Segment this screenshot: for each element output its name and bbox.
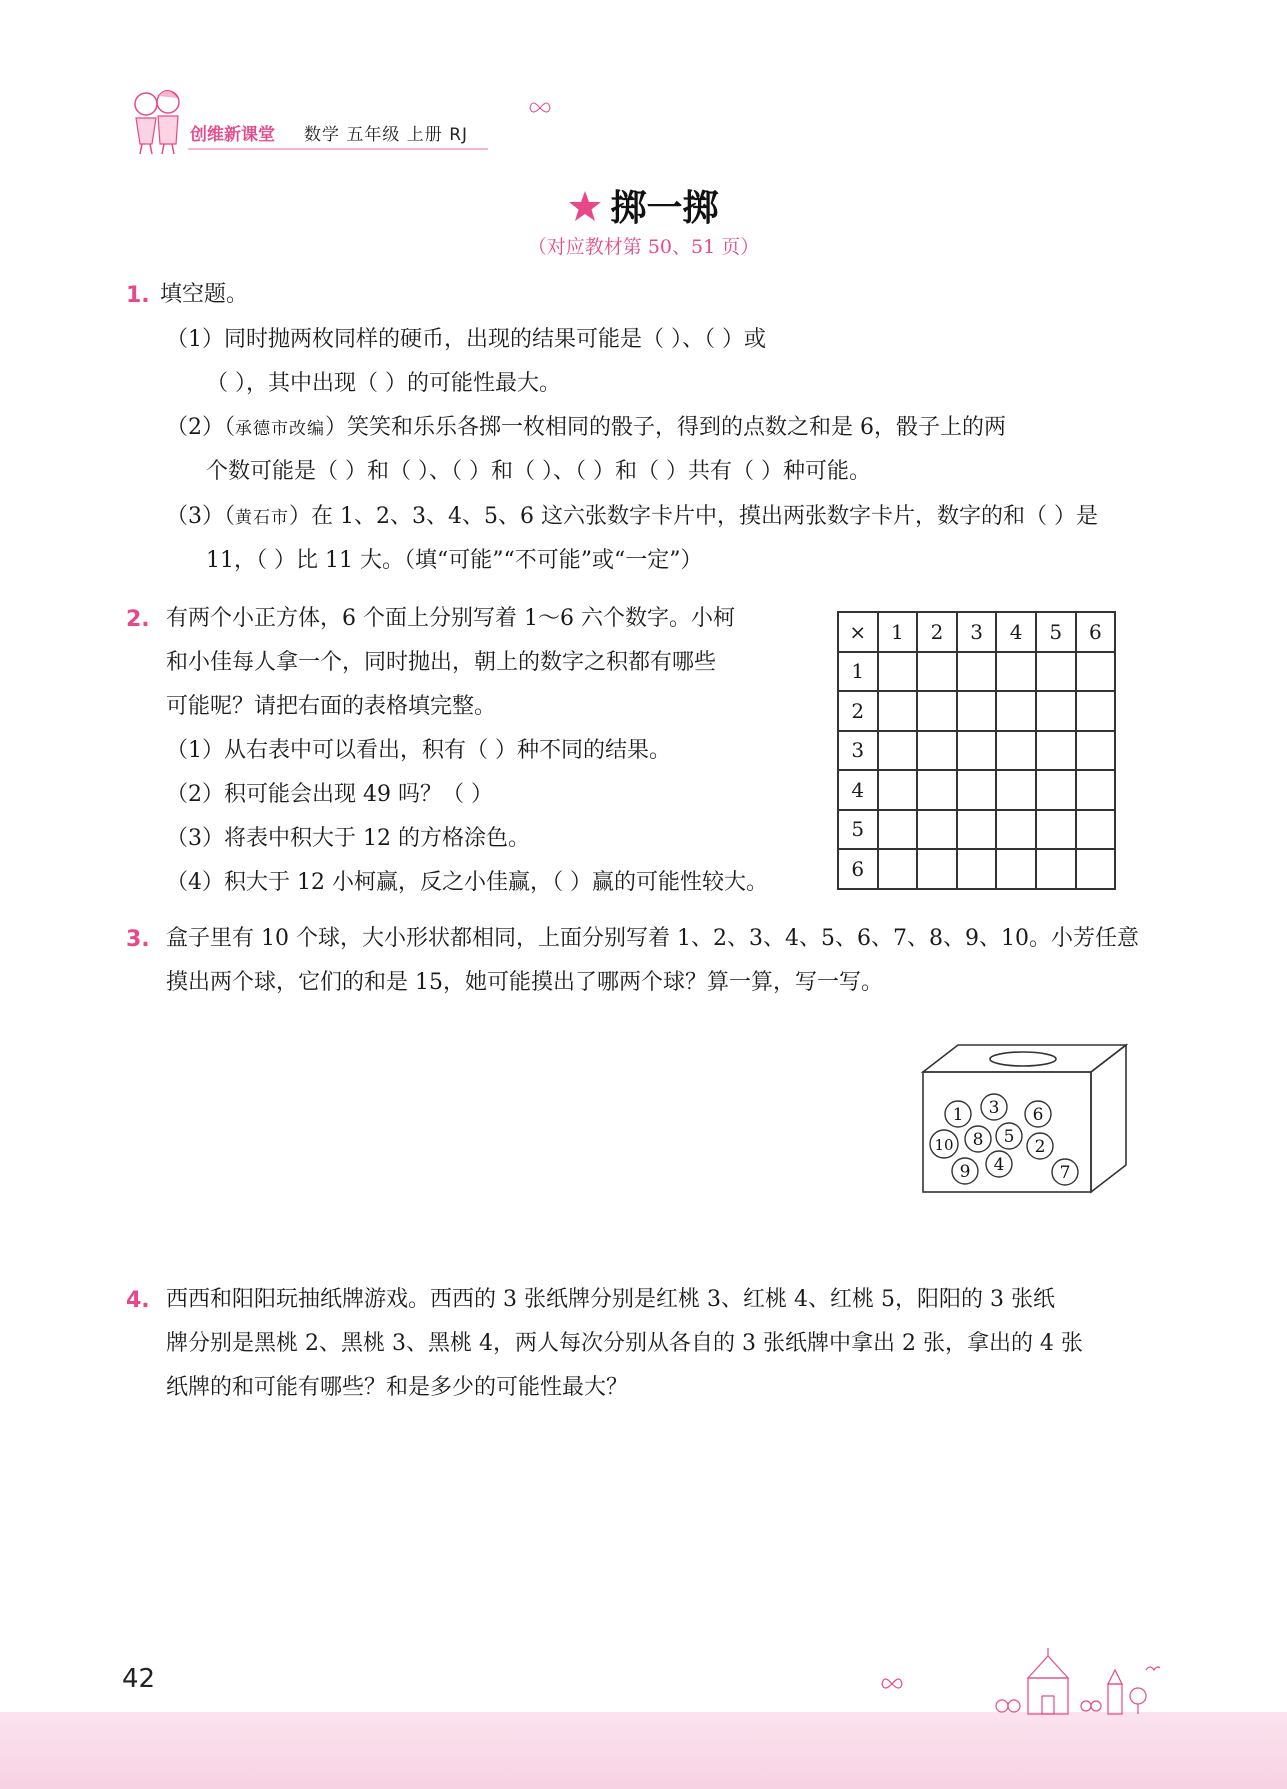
q1-part3-line2: 11，（ ）比 11 大。（填“可能”“不可能”或“一定”） xyxy=(206,548,703,573)
q2-part2: （2）积可能会出现 49 吗？（ ） xyxy=(166,782,493,807)
table-cell[interactable] xyxy=(917,849,957,889)
table-cell[interactable] xyxy=(1036,849,1076,889)
book-subject: 数学 五年级 上册 RJ xyxy=(304,125,469,145)
table-cell[interactable] xyxy=(957,770,997,810)
kids-illustration-icon xyxy=(128,84,188,156)
q3-line-2: 摸出两个球，它们的和是 15，她可能摸出了哪两个球？算一算，写一写。 xyxy=(166,970,883,995)
q2-part4: （4）积大于 12 小柯赢，反之小佳赢，（ ）赢的可能性较大。 xyxy=(166,870,768,895)
table-cell[interactable] xyxy=(957,691,997,731)
butterfly-icon xyxy=(528,100,552,116)
question-1-number: 1. xyxy=(126,283,150,308)
table-cell[interactable] xyxy=(996,770,1036,810)
page-header xyxy=(128,84,498,156)
table-row-header: 3 xyxy=(838,731,878,771)
table-row-header: 5 xyxy=(838,810,878,850)
castle-doodle-icon xyxy=(880,1648,1160,1718)
table-header-row xyxy=(838,612,1115,652)
q1-part2-source: 承德市改编 xyxy=(235,419,325,439)
table-cell[interactable] xyxy=(878,731,918,771)
ball-label: 4 xyxy=(993,1155,1005,1175)
q4-line-2: 牌分别是黑桃 2、黑桃 3、黑桃 4，两人每次分别从各自的 3 张纸牌中拿出 2 张，拿出的 4 张 xyxy=(166,1331,1083,1356)
table-cell[interactable] xyxy=(1036,731,1076,771)
table-cell[interactable] xyxy=(1036,770,1076,810)
table-row-header: 1 xyxy=(838,652,878,692)
table-row-header: 4 xyxy=(838,770,878,810)
question-4-number: 4. xyxy=(126,1288,150,1313)
q2-part1: （1）从右表中可以看出，积有（ ）种不同的结果。 xyxy=(166,738,671,763)
table-cell[interactable] xyxy=(996,810,1036,850)
textbook-reference: （对应教材第 50、51 页） xyxy=(527,236,760,258)
table-col-header: 2 xyxy=(917,612,957,652)
table-cell[interactable] xyxy=(1076,652,1116,692)
table-cell[interactable] xyxy=(917,652,957,692)
brand-name: 创维新课堂 xyxy=(190,125,275,145)
q2-part3: （3）将表中积大于 12 的方格涂色。 xyxy=(166,826,530,851)
ball-label: 1 xyxy=(952,1105,964,1125)
q2-line-1: 有两个小正方体，6 个面上分别写着 1～6 六个数字。小柯 xyxy=(166,606,735,631)
ball-label: 7 xyxy=(1059,1163,1071,1183)
q1-part3-source: 黄石市 xyxy=(235,508,289,528)
q1-part2-line1 xyxy=(166,413,1006,444)
q1-part1-line2: （ ），其中出现（ ）的可能性最大。 xyxy=(206,371,561,396)
ball-label: 6 xyxy=(1032,1105,1044,1125)
table-cell[interactable] xyxy=(996,849,1036,889)
question-3-number: 3. xyxy=(126,927,150,952)
table-col-header: 5 xyxy=(1036,612,1076,652)
star-icon xyxy=(568,190,602,222)
table-cell[interactable] xyxy=(1076,731,1116,771)
table-col-header: 6 xyxy=(1076,612,1116,652)
table-cell[interactable] xyxy=(917,691,957,731)
ball-label: 8 xyxy=(972,1130,984,1150)
question-2-number: 2. xyxy=(126,607,150,632)
q1-part2-line2: 个数可能是（ ）和（ ）、（ ）和（ ）、（ ）和（ ）共有（ ）种可能。 xyxy=(206,459,871,484)
ball-label: 9 xyxy=(959,1162,971,1182)
table-col-header: 4 xyxy=(996,612,1036,652)
footer-band xyxy=(0,1712,1287,1789)
table-row xyxy=(838,770,1115,810)
ball-label: 2 xyxy=(1034,1137,1046,1157)
table-cell[interactable] xyxy=(996,652,1036,692)
q4-line-1: 西西和阳阳玩抽纸牌游戏。西西的 3 张纸牌分别是红桃 3、红桃 4、红桃 5，阳阳的 3 张纸 xyxy=(166,1287,1055,1312)
table-cell[interactable] xyxy=(996,691,1036,731)
q1-part2-text: ）笑笑和乐乐各掷一枚相同的骰子，得到的点数之和是 6，骰子上的两 xyxy=(325,415,1006,440)
table-cell[interactable] xyxy=(878,652,918,692)
table-cell[interactable] xyxy=(1076,849,1116,889)
q2-line-3: 可能呢？请把右面的表格填完整。 xyxy=(166,694,497,719)
q1-part3-text: ）在 1、2、3、4、5、6 这六张数字卡片中，摸出两张数字卡片，数字的和（ ）是 xyxy=(289,504,1098,529)
table-cell[interactable] xyxy=(996,731,1036,771)
table-row xyxy=(838,810,1115,850)
q1-part2-prefix: （2）（ xyxy=(166,415,235,440)
box-slot xyxy=(990,1052,1056,1066)
table-col-header: 1 xyxy=(878,612,918,652)
q3-line-1: 盒子里有 10 个球，大小形状都相同，上面分别写着 1、2、3、4、5、6、7、8、9、10。小芳任意 xyxy=(166,926,1139,951)
table-cell[interactable] xyxy=(1076,770,1116,810)
table-cell[interactable] xyxy=(957,731,997,771)
table-col-header: 3 xyxy=(957,612,997,652)
table-cell[interactable] xyxy=(878,691,918,731)
multiplication-table xyxy=(837,611,1116,890)
table-cell[interactable] xyxy=(1036,691,1076,731)
table-cell[interactable] xyxy=(1036,652,1076,692)
table-row xyxy=(838,731,1115,771)
table-row xyxy=(838,691,1115,731)
table-row xyxy=(838,849,1115,889)
ball-label: 5 xyxy=(1003,1127,1015,1147)
q1-part3-prefix: （3）（ xyxy=(166,504,235,529)
table-cell[interactable] xyxy=(957,849,997,889)
q1-part3-line1 xyxy=(166,502,1098,533)
table-cell[interactable] xyxy=(1036,810,1076,850)
page-number: 42 xyxy=(122,1664,156,1694)
table-cell[interactable] xyxy=(917,731,957,771)
table-cell[interactable] xyxy=(878,849,918,889)
table-row-header: 6 xyxy=(838,849,878,889)
q4-line-3: 纸牌的和可能有哪些？和是多少的可能性最大？ xyxy=(166,1375,629,1400)
table-cell[interactable] xyxy=(878,810,918,850)
table-cell[interactable] xyxy=(917,810,957,850)
ball-label: 10 xyxy=(934,1136,954,1154)
box-side-face xyxy=(1091,1045,1126,1192)
table-cell[interactable] xyxy=(1076,691,1116,731)
table-cell[interactable] xyxy=(917,770,957,810)
section-title-text: 掷一掷 xyxy=(610,188,719,229)
table-row xyxy=(838,652,1115,692)
table-cell[interactable] xyxy=(957,810,997,850)
table-cell[interactable] xyxy=(957,652,997,692)
q2-line-2: 和小佳每人拿一个，同时抛出，朝上的数字之积都有哪些 xyxy=(166,650,717,675)
q1-part1-line1: （1）同时抛两枚同样的硬币，出现的结果可能是（ ）、（ ）或 xyxy=(166,327,766,352)
section-title xyxy=(0,180,1287,231)
table-cell[interactable] xyxy=(878,770,918,810)
ball-label: 3 xyxy=(988,1098,1000,1118)
table-corner: × xyxy=(838,612,878,652)
ball-box-illustration xyxy=(918,1040,1132,1200)
question-1-title: 填空题。 xyxy=(160,282,249,307)
header-rule xyxy=(188,148,488,150)
table-cell[interactable] xyxy=(1076,810,1116,850)
table-row-header: 2 xyxy=(838,691,878,731)
